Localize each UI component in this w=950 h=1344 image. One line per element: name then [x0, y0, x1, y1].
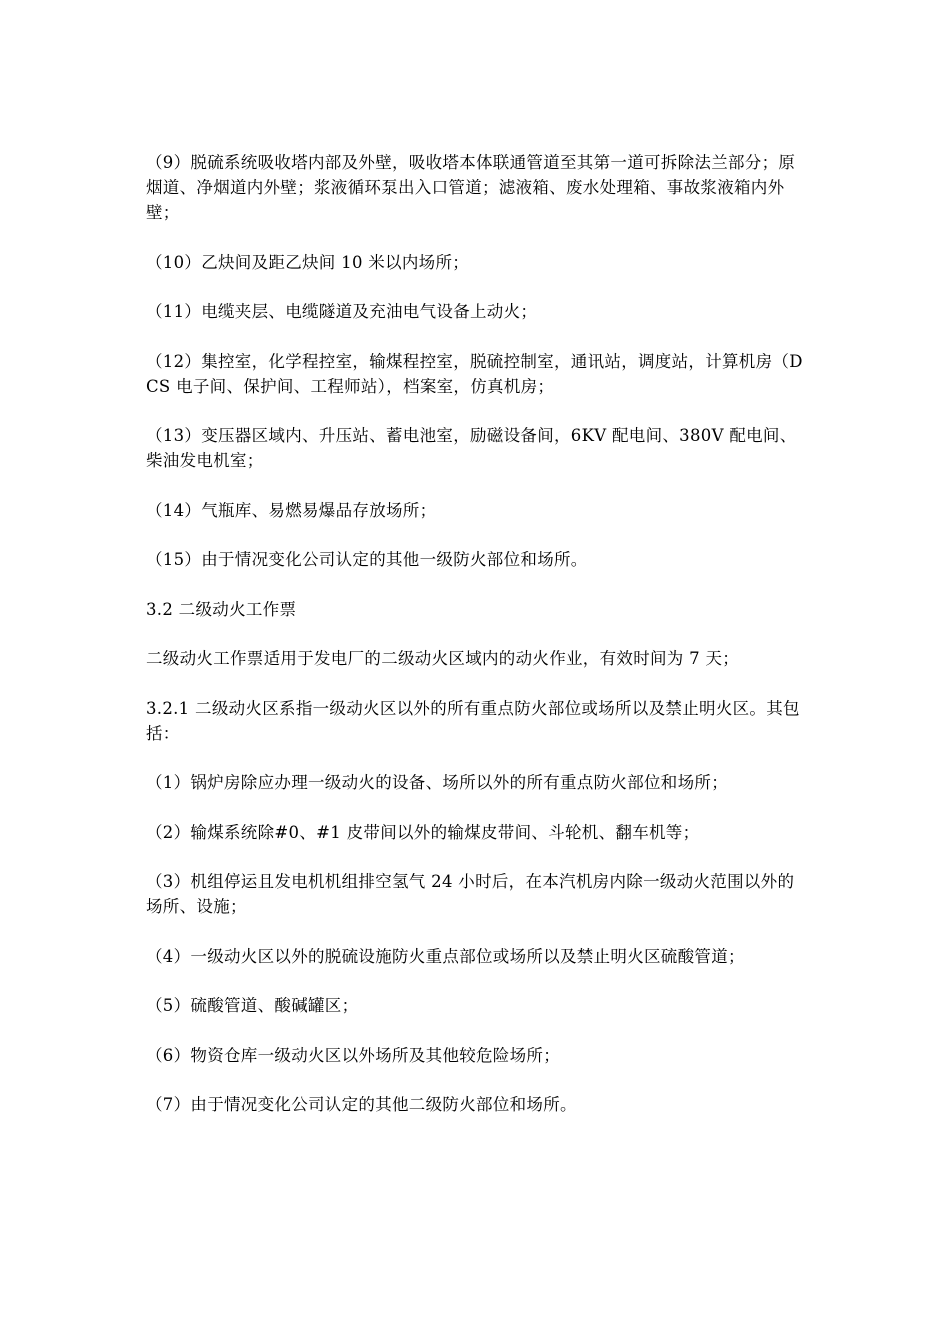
list-item-6: （6）物资仓库一级动火区以外场所及其他较危险场所； — [146, 1045, 560, 1065]
list-item-5: （5）硫酸管道、酸碱罐区； — [146, 996, 359, 1015]
list-item-2: （2）输煤系统除#0、#1 皮带间以外的输煤皮带间、斗轮机、翻车机等； — [146, 822, 700, 842]
list-item-4: （4）一级动火区以外的脱硫设施防火重点部位或场所以及禁止明火区硫酸管道； — [146, 946, 745, 966]
paragraph-item-14: （14）气瓶库、易燃易爆品存放场所； — [146, 500, 437, 520]
section-intro-paragraph: 二级动火工作票适用于发电厂的二级动火区域内的动火作业，有效时间为 7 天； — [146, 649, 740, 668]
list-item-3: （3）机组停运且发电机机组排空氢气 24 小时后，在本汽机房内除一级动火范围以外的场所、设施； — [146, 872, 795, 916]
paragraph-item-9: （9）脱硫系统吸收塔内部及外壁，吸收塔本体联通管道至其第一道可拆除法兰部分；原烟道、净烟道内外壁；浆液循环泵出入口管道；滤液箱、废水处理箱、事故浆液箱内外壁； — [146, 153, 796, 222]
paragraph-item-15: （15）由于情况变化公司认定的其他一级防火部位和场所。 — [146, 550, 588, 569]
list-item-1: （1）锅炉房除应办理一级动火的设备、场所以外的所有重点防火部位和场所； — [146, 773, 728, 792]
subsection-3-2-1-paragraph: 3.2.1 二级动火区系指一级动火区以外的所有重点防火部位或场所以及禁止明火区。其包括： — [146, 698, 800, 743]
paragraph-item-11: （11）电缆夹层、电缆隧道及充油电气设备上动火； — [146, 302, 538, 321]
paragraph-item-12: （12）集控室，化学程控室，输煤程控室，脱硫控制室，通讯站，调度站，计算机房（DCS 电子间、保护间、工程师站），档案室，仿真机房； — [146, 351, 803, 396]
document-body — [146, 150, 806, 1142]
paragraph-item-13: （13）变压器区域内、升压站、蓄电池室，励磁设备间，6KV 配电间、380V 配电间、柴油发电机室； — [146, 426, 797, 470]
section-heading-3-2: 3.2 二级动火工作票 — [146, 599, 297, 619]
paragraph-item-10: （10）乙炔间及距乙炔间 10 米以内场所； — [146, 252, 470, 272]
list-item-7: （7）由于情况变化公司认定的其他二级防火部位和场所。 — [146, 1095, 577, 1114]
